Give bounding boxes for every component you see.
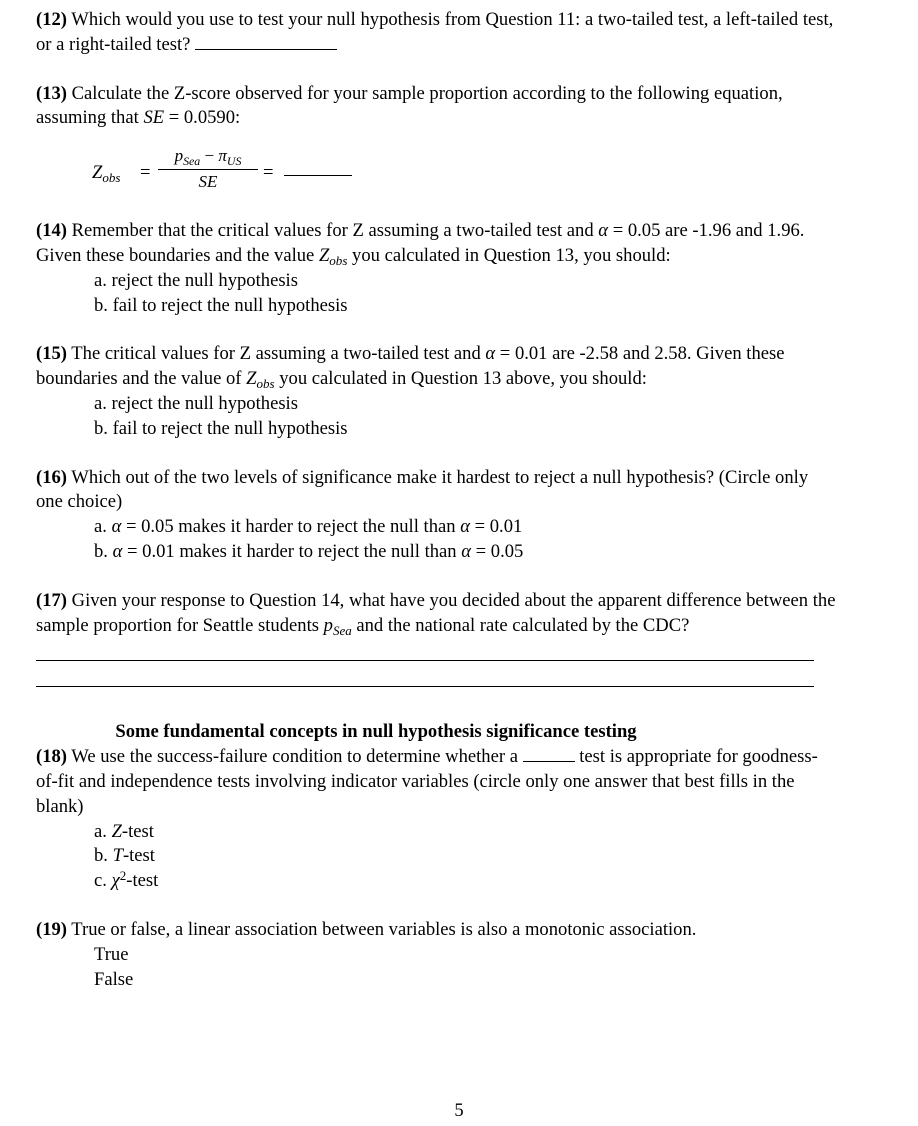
answer-option-b[interactable]: b. α = 0.01 makes it harder to reject the null than α = 0.05 bbox=[94, 540, 524, 562]
answer-blank[interactable] bbox=[195, 48, 337, 50]
answer-blank[interactable] bbox=[523, 760, 575, 762]
answer-option-true[interactable]: True bbox=[94, 943, 129, 965]
section-heading: Some fundamental concepts in null hypothesis significance testing bbox=[115, 721, 637, 743]
question-15 bbox=[36, 342, 836, 392]
question-13 bbox=[36, 82, 836, 132]
answer-option-a[interactable]: a. α = 0.05 makes it harder to reject the null than α = 0.01 bbox=[94, 516, 523, 538]
fraction-denominator: SE bbox=[198, 172, 218, 192]
question-text: Remember that the critical values for Z assuming a two-tailed test and bbox=[71, 220, 599, 242]
equation-lhs: $Z_{obs}$ bbox=[92, 162, 121, 186]
answer-option-b[interactable]: b. fail to reject the null hypothesis bbox=[94, 417, 348, 439]
answer-option-a[interactable]: a. reject the null hypothesis bbox=[94, 392, 298, 414]
z-score-equation bbox=[36, 145, 836, 207]
question-number: (18) bbox=[36, 746, 67, 768]
question-text: The critical values for Z assuming a two-tailed test and bbox=[71, 343, 486, 365]
alpha-symbol: α bbox=[598, 220, 609, 242]
question-number: (19) bbox=[36, 918, 67, 940]
answer-blank[interactable] bbox=[284, 175, 352, 176]
question-text: = 0.01 are -2.58 and 2.58. Given these boundaries and the value of bbox=[36, 343, 785, 390]
question-18 bbox=[36, 745, 836, 819]
question-text: Given your response to Question 14, what have you decided about the apparent difference between the sample proportion for Seattle students bbox=[36, 589, 836, 636]
question-text: you calculated in Question 13, you should: bbox=[347, 244, 671, 266]
answer-line[interactable] bbox=[36, 659, 814, 661]
question-number: (15) bbox=[36, 343, 67, 365]
question-text: Which out of the two levels of significance make it hardest to reject a null hypothesis? (Circle only one choice) bbox=[36, 466, 809, 513]
question-16 bbox=[36, 466, 836, 516]
p-sea: $p_{Sea}$ bbox=[323, 614, 352, 638]
fraction-numerator: $p_{Sea} - \pi_{US}$ bbox=[158, 145, 258, 170]
question-14 bbox=[36, 219, 836, 269]
equation-fraction bbox=[158, 145, 258, 194]
question-number: (16) bbox=[36, 466, 67, 488]
question-number: (17) bbox=[36, 589, 67, 611]
question-text: Calculate the Z-score observed for your sample proportion according to the following equation, assuming that bbox=[36, 82, 783, 129]
question-12 bbox=[36, 8, 836, 58]
equals-sign: = bbox=[140, 162, 151, 184]
se-value: = 0.0590: bbox=[164, 107, 241, 129]
answer-option-a[interactable]: a. Z-test bbox=[94, 820, 154, 842]
z-obs: $Z_{obs}$ bbox=[318, 244, 348, 268]
question-text: We use the success-failure condition to determine whether a bbox=[71, 746, 523, 768]
page-number: 5 bbox=[454, 1100, 464, 1121]
question-number: (14) bbox=[36, 220, 67, 242]
question-text: Which would you use to test your null hypothesis from Question 11: a two-tailed test, a left-tailed test, or a right-tailed test? bbox=[36, 9, 834, 55]
answer-option-b[interactable]: b. T-test bbox=[94, 845, 155, 867]
question-text: = 0.05 are -1.96 and 1.96. Given these boundaries and the value bbox=[36, 220, 805, 266]
answer-option-c[interactable]: c. $\chi^2$-test bbox=[94, 868, 159, 892]
question-text: and the national rate calculated by the CDC? bbox=[351, 614, 690, 636]
answer-option-a[interactable]: a. reject the null hypothesis bbox=[94, 269, 298, 291]
question-text: True or false, a linear association between variables is also a monotonic association. bbox=[71, 918, 697, 940]
answer-option-false[interactable]: False bbox=[94, 968, 134, 990]
question-number: (13) bbox=[36, 82, 67, 104]
question-number: (12) bbox=[36, 9, 67, 30]
answer-option-b[interactable]: b. fail to reject the null hypothesis bbox=[94, 294, 348, 316]
z-obs: $Z_{obs}$ bbox=[246, 368, 275, 392]
se-variable: SE bbox=[143, 107, 165, 129]
worksheet-page bbox=[36, 8, 836, 992]
question-text: you calculated in Question 13 above, you should: bbox=[274, 368, 647, 390]
question-17 bbox=[36, 589, 836, 639]
equals-sign: = bbox=[263, 162, 274, 184]
question-19 bbox=[36, 918, 836, 943]
answer-line[interactable] bbox=[36, 685, 814, 687]
question-text: test is appropriate for goodness-of-fit and independence tests involving indicator variables (circle only one answer that best fills in the blank) bbox=[36, 746, 818, 817]
alpha-symbol: α bbox=[485, 343, 496, 365]
